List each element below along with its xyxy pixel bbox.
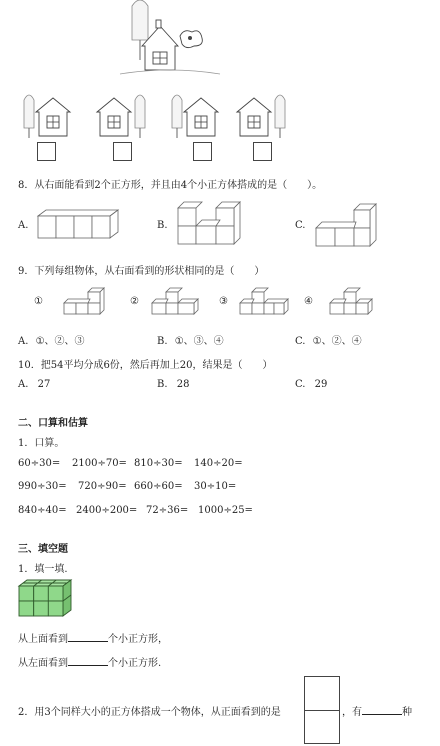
q10-option-b-text: 28: [176, 379, 190, 390]
line-2-suffix: 个小正方形.: [108, 658, 162, 669]
q2-front-view-divider: [305, 710, 339, 711]
q2-suffix: 种: [402, 707, 412, 718]
line-2-blank[interactable]: [68, 656, 108, 666]
q9-option-a-label: A.: [18, 336, 29, 347]
calc-2-0: 840÷40=: [18, 505, 67, 516]
view-picture-3: [168, 90, 228, 140]
calc-0-0: 60÷30=: [18, 458, 61, 469]
green-cube-block: [19, 578, 73, 618]
q9-group-1-label: ①: [34, 296, 43, 307]
calc-1-0: 990÷30=: [18, 481, 67, 492]
q9-text: 9．下列每组物体，从右面看到的形状相同的是（ ）: [18, 266, 265, 277]
line-2-prefix: 从左面看到: [18, 658, 68, 669]
q2-prefix: 2．用3个同样大小的正方体搭成一个物体，从正面看到的是: [18, 707, 281, 718]
calc-1-1: 720÷90=: [78, 481, 127, 492]
section-3-q2-tail: [342, 703, 412, 718]
q9-option-a-text: ①、②、③: [35, 336, 85, 347]
house-scene-illustration: [120, 0, 220, 78]
answer-box-4[interactable]: [253, 142, 272, 161]
q10-option-a-text: 27: [37, 379, 51, 390]
line-1-suffix: 个小正方形，: [108, 634, 168, 645]
answer-box-3[interactable]: [193, 142, 212, 161]
q8-option-a-figure: [38, 206, 120, 240]
q9-group-1-figure: [60, 286, 108, 316]
q8-option-a-label[interactable]: A.: [18, 220, 29, 231]
calc-2-1: 2400÷200=: [76, 505, 138, 516]
section-3-line-2: [18, 654, 161, 669]
line-1-blank[interactable]: [68, 632, 108, 642]
q2-front-view-figure: [304, 676, 340, 744]
q9-group-2-label: ②: [130, 296, 139, 307]
q9-option-c[interactable]: [295, 332, 362, 347]
q2-blank[interactable]: [362, 705, 402, 715]
q8-option-c-figure: [316, 202, 378, 246]
q10-option-a-label: A.: [18, 379, 29, 390]
q10-option-c-label: C.: [295, 379, 306, 390]
view-picture-1: [18, 90, 78, 140]
view-picture-2: [95, 90, 155, 140]
q9-option-a[interactable]: [18, 332, 85, 347]
view-picture-4: [235, 90, 295, 140]
q10-option-b-label: B.: [157, 379, 168, 390]
section-3-line-1: [18, 630, 168, 645]
calc-1-2: 660÷60=: [134, 481, 183, 492]
section-2-title: 二、口算和估算: [18, 418, 88, 429]
calc-0-2: 810÷30=: [134, 458, 183, 469]
calc-1-3: 30÷10=: [194, 481, 237, 492]
calc-2-2: 72÷36=: [146, 505, 189, 516]
q10-text: 10．把54平均分成6份，然后再加上20，结果是（ ）: [18, 360, 273, 371]
section-3-title: 三、填空题: [18, 544, 68, 555]
calc-2-3: 1000÷25=: [198, 505, 253, 516]
q8-option-b-label[interactable]: B.: [157, 220, 168, 231]
q10-option-c[interactable]: [295, 379, 327, 390]
q9-option-c-label: C.: [295, 336, 306, 347]
q9-option-b-text: ①、③、④: [174, 336, 224, 347]
q8-option-c-label[interactable]: C.: [295, 220, 306, 231]
q2-middle: ，有: [342, 707, 362, 718]
q8-option-b-figure: [176, 200, 242, 246]
q9-option-b[interactable]: [157, 332, 224, 347]
q9-option-b-label: B.: [157, 336, 168, 347]
q9-option-c-text: ①、②、④: [312, 336, 362, 347]
section-2-q1: 1．口算。: [18, 438, 65, 449]
line-1-prefix: 从上面看到: [18, 634, 68, 645]
q10-option-b[interactable]: [157, 379, 189, 390]
q9-group-4-figure: [326, 284, 374, 316]
q9-group-3-figure: [238, 284, 290, 316]
section-3-q1: 1．填一填.: [18, 564, 68, 575]
q10-option-c-text: 29: [314, 379, 328, 390]
calc-0-3: 140÷20=: [194, 458, 243, 469]
answer-box-2[interactable]: [113, 142, 132, 161]
q9-group-3-label: ③: [219, 296, 228, 307]
q10-option-a[interactable]: [18, 379, 50, 390]
answer-box-1[interactable]: [37, 142, 56, 161]
calc-0-1: 2100÷70=: [72, 458, 127, 469]
section-3-q2: [18, 703, 281, 718]
q9-group-2-figure: [150, 284, 200, 316]
q9-group-4-label: ④: [304, 296, 313, 307]
q8-text: 8．从右面能看到2个正方形，并且由4个小正方体搭成的是（ ）。: [18, 180, 323, 191]
